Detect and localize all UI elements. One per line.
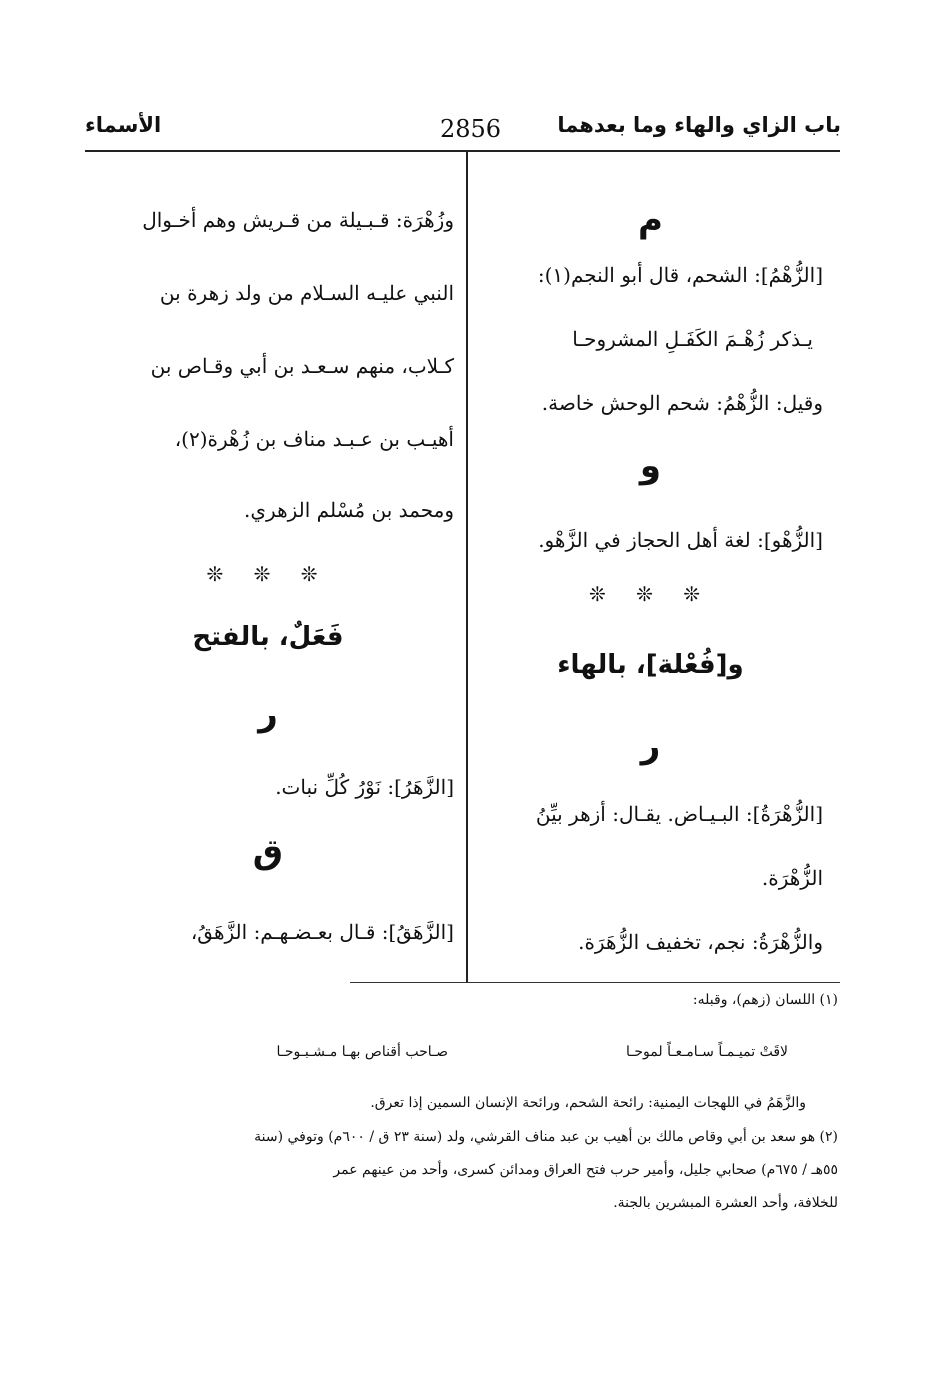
section-title: باب الزاي والهاء وما بعدهما (557, 113, 841, 137)
pattern-heading: فَعَلٌ، بالفتح (192, 622, 344, 652)
separator-stars: ❊ ❊ ❊ (206, 562, 330, 586)
entry-tribe-line4: أهيـب بن عـبـد مناف بن زُهْرة(٢)، (174, 427, 454, 451)
entry-zuhw: [الزُّهْو]: لغة أهل الحجاز في الزَّهْو. (538, 528, 823, 552)
entry-zahar: [الزَّهَرُ]: نَوْرُ كُلِّ نبات. (275, 775, 454, 799)
page-number: 2856 (440, 115, 502, 143)
entry-zuhm-note: وقيل: الزُّهْمُ: شحم الوحش خاصة. (541, 391, 823, 415)
column-divider (466, 152, 468, 982)
topic-title: الأسماء (85, 113, 162, 137)
footnote-2-line3: للخلافة، وأحد العشرة المبشرين بالجنة. (613, 1195, 838, 1211)
entry-tribe-line2: النبي عليـه السـلام من ولد زهرة بن (159, 281, 454, 305)
entry-zahaq: [الزَّهَقُ]: قـال بعـضـهـم: الزَّهَقُ، (190, 920, 454, 944)
separator-stars: ❊ ❊ ❊ (589, 582, 712, 606)
footnote-2-line2: ٥٥هـ / ٦٧٥م) صحابي جليل، وأمير حرب فتح العراق ومدائن كسرى، وأحد من عينهم عمر (333, 1162, 838, 1178)
letter-heading-qaf: ق (252, 832, 284, 872)
entry-zuhm: [الزُّهْمُ]: الشحم، قال أبو النجم(١): (537, 263, 823, 287)
letter-heading-ra: ر (258, 694, 278, 734)
entry-tribe-line5: ومحمد بن مُسْلم الزهري. (244, 498, 454, 522)
letter-heading-ra: ر (640, 726, 661, 766)
entry-zuhra-star: والزُّهْرَةُ: نجم، تخفيف الزُّهَرَة. (578, 930, 823, 954)
verse-line: يـذكر زُهْـمَ الكَفَـلِ المشروحـا (572, 327, 813, 351)
footnote-1-verse-b: صـاحب أقناص بهـا مـشـبـوحـا (276, 1044, 448, 1060)
footnote-1-verse-a: لاقَتْ تميـمـاً سـامـعـاً لموحـا (626, 1044, 788, 1060)
entry-zuhra: [الزُّهْرَةُ]: البـيـاض. يقـال: أزهر بيِّنُ (535, 802, 823, 826)
entry-zuhra-tribe: وزُهْرَة: قـبـيلة من قـريش وهم أخـوال (142, 208, 454, 232)
footnote-1-head: (١) اللسان (زهم)، وقبله: (692, 992, 838, 1008)
letter-heading-mim: م (638, 200, 663, 240)
entry-tribe-line3: كـلاب، منهم سـعـد بن أبي وقـاص بن (150, 354, 454, 378)
footnote-rule (350, 982, 840, 983)
letter-heading-waw: و (639, 446, 662, 486)
entry-zuhra-cont: الزُّهْرَة. (761, 866, 823, 890)
pattern-heading: و[فُعْلة]، بالهاء (557, 650, 744, 680)
footnote-2-line1: (٢) هو سعد بن أبي وقاص مالك بن أهيب بن عبد مناف القرشي، ولد (سنة ٢٣ ق / ٦٠٠م) وتوفي (سنة (254, 1129, 838, 1145)
footnote-1-note: والزَّهَمُ في اللهجات اليمنية: رائحة الشحم، ورائحة الإنسان السمين إذا تعرق. (370, 1095, 806, 1111)
header-rule (85, 150, 840, 152)
